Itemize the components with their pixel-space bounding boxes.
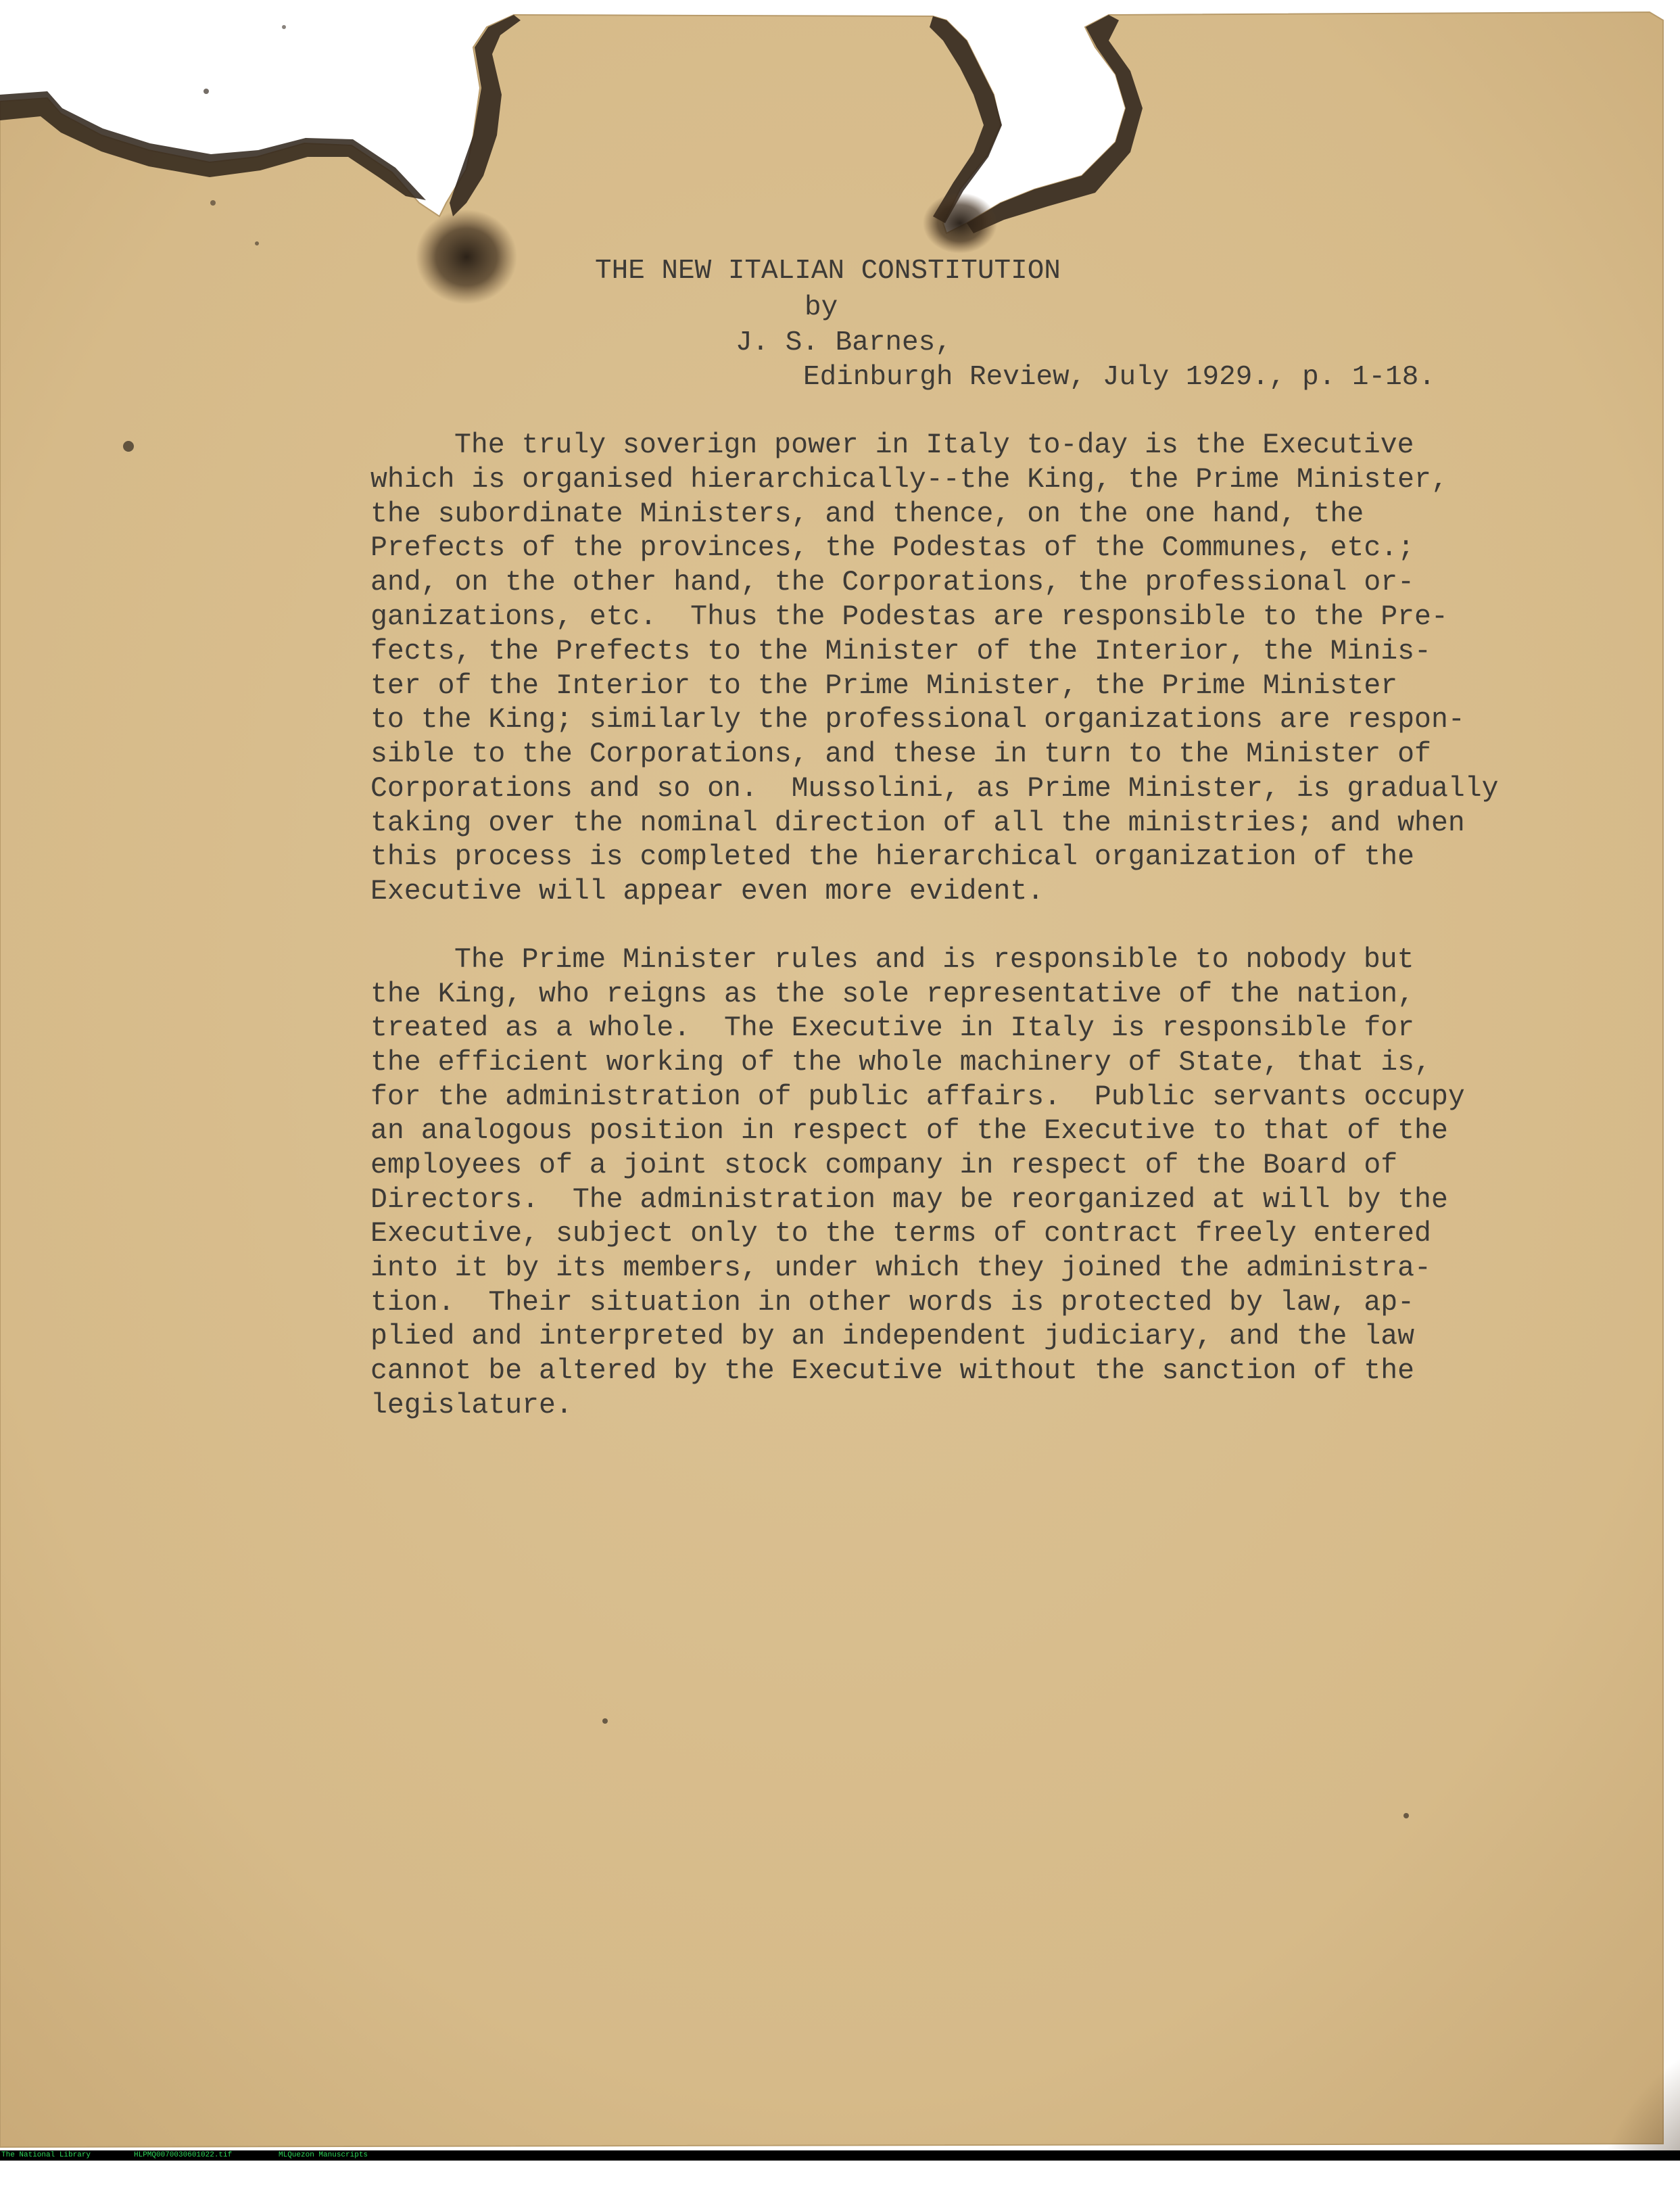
paragraph-line: ter of the Interior to the Prime Minister, the Prime Minister [370,670,1398,702]
speck [602,1718,608,1724]
paragraph-line: ganizations, etc. Thus the Podestas are responsible to the Pre- [370,601,1448,633]
paragraph-line: Corporations and so on. Mussolini, as Prime Minister, is gradually [370,773,1499,805]
speck [203,89,209,94]
paragraph-line: into it by its members, under which they joined the administra- [370,1252,1431,1284]
speck [282,25,286,29]
paragraph-line: tion. Their situation in other words is protected by law, ap- [370,1287,1415,1319]
scan-footer [0,2150,1680,2161]
document-source: Edinburgh Review, July 1929., p. 1-18. [803,362,1435,393]
footer-library: The National Library [1,2151,91,2159]
paragraph-line: this process is completed the hierarchical organization of the [370,841,1415,873]
speck [1403,1813,1409,1818]
paragraph-line: to the King; similarly the professional organizations are respon- [370,704,1465,736]
paragraph-line: treated as a whole. The Executive in Italy is responsible for [370,1012,1415,1044]
paragraph-line: employees of a joint stock company in respect of the Board of [370,1150,1398,1181]
paragraph-line: an analogous position in respect of the Executive to that of the [370,1115,1448,1147]
paragraph-line: and, on the other hand, the Corporations, the professional or- [370,567,1415,598]
paragraph-line: legislature. [370,1390,573,1421]
paragraph-line: Directors. The administration may be reorganized at will by the [370,1184,1448,1216]
burn-spot [416,210,517,304]
paragraph-line: The Prime Minister rules and is responsible to nobody but [454,944,1414,976]
footer-filename: HLPMQ0070030601022.tif [134,2151,233,2159]
paragraph-line: which is organised hierarchically--the King, the Prime Minister, [370,464,1448,496]
paragraph-line: the efficient working of the whole machinery of State, that is, [370,1047,1431,1079]
paragraph-line: Executive, subject only to the terms of contract freely entered [370,1218,1431,1250]
paragraph-line: Prefects of the provinces, the Podestas of the Communes, etc.; [370,532,1415,564]
speck [210,200,216,206]
speck [123,441,134,452]
paragraph-line: sible to the Corporations, and these in turn to the Minister of [370,738,1431,770]
paragraph-line: the subordinate Ministers, and thence, on the one hand, the [370,498,1364,530]
paragraph-line: fects, the Prefects to the Minister of the Interior, the Minis- [370,636,1431,667]
speck [255,241,259,245]
document-author: J. S. Barnes, [736,327,952,358]
paragraph-line: The truly soverign power in Italy to-day is the Executive [454,429,1414,461]
paragraph-line: the King, who reigns as the sole representative of the nation, [370,979,1415,1010]
paragraph-line: plied and interpreted by an independent judiciary, and the law [370,1321,1415,1352]
paragraph-line: cannot be altered by the Executive without the sanction of the [370,1355,1415,1387]
paragraph-line: for the administration of public affairs. Public servants occupy [370,1081,1465,1113]
burn-spot-small [923,193,997,254]
paragraph-line: Executive will appear even more evident. [370,876,1045,908]
document-title: THE NEW ITALIAN CONSTITUTION [595,256,1061,287]
footer-collection: MLQuezon Manuscripts [279,2151,368,2159]
paragraph-line: taking over the nominal direction of all the ministries; and when [370,807,1465,839]
document-byline: by [805,292,838,323]
